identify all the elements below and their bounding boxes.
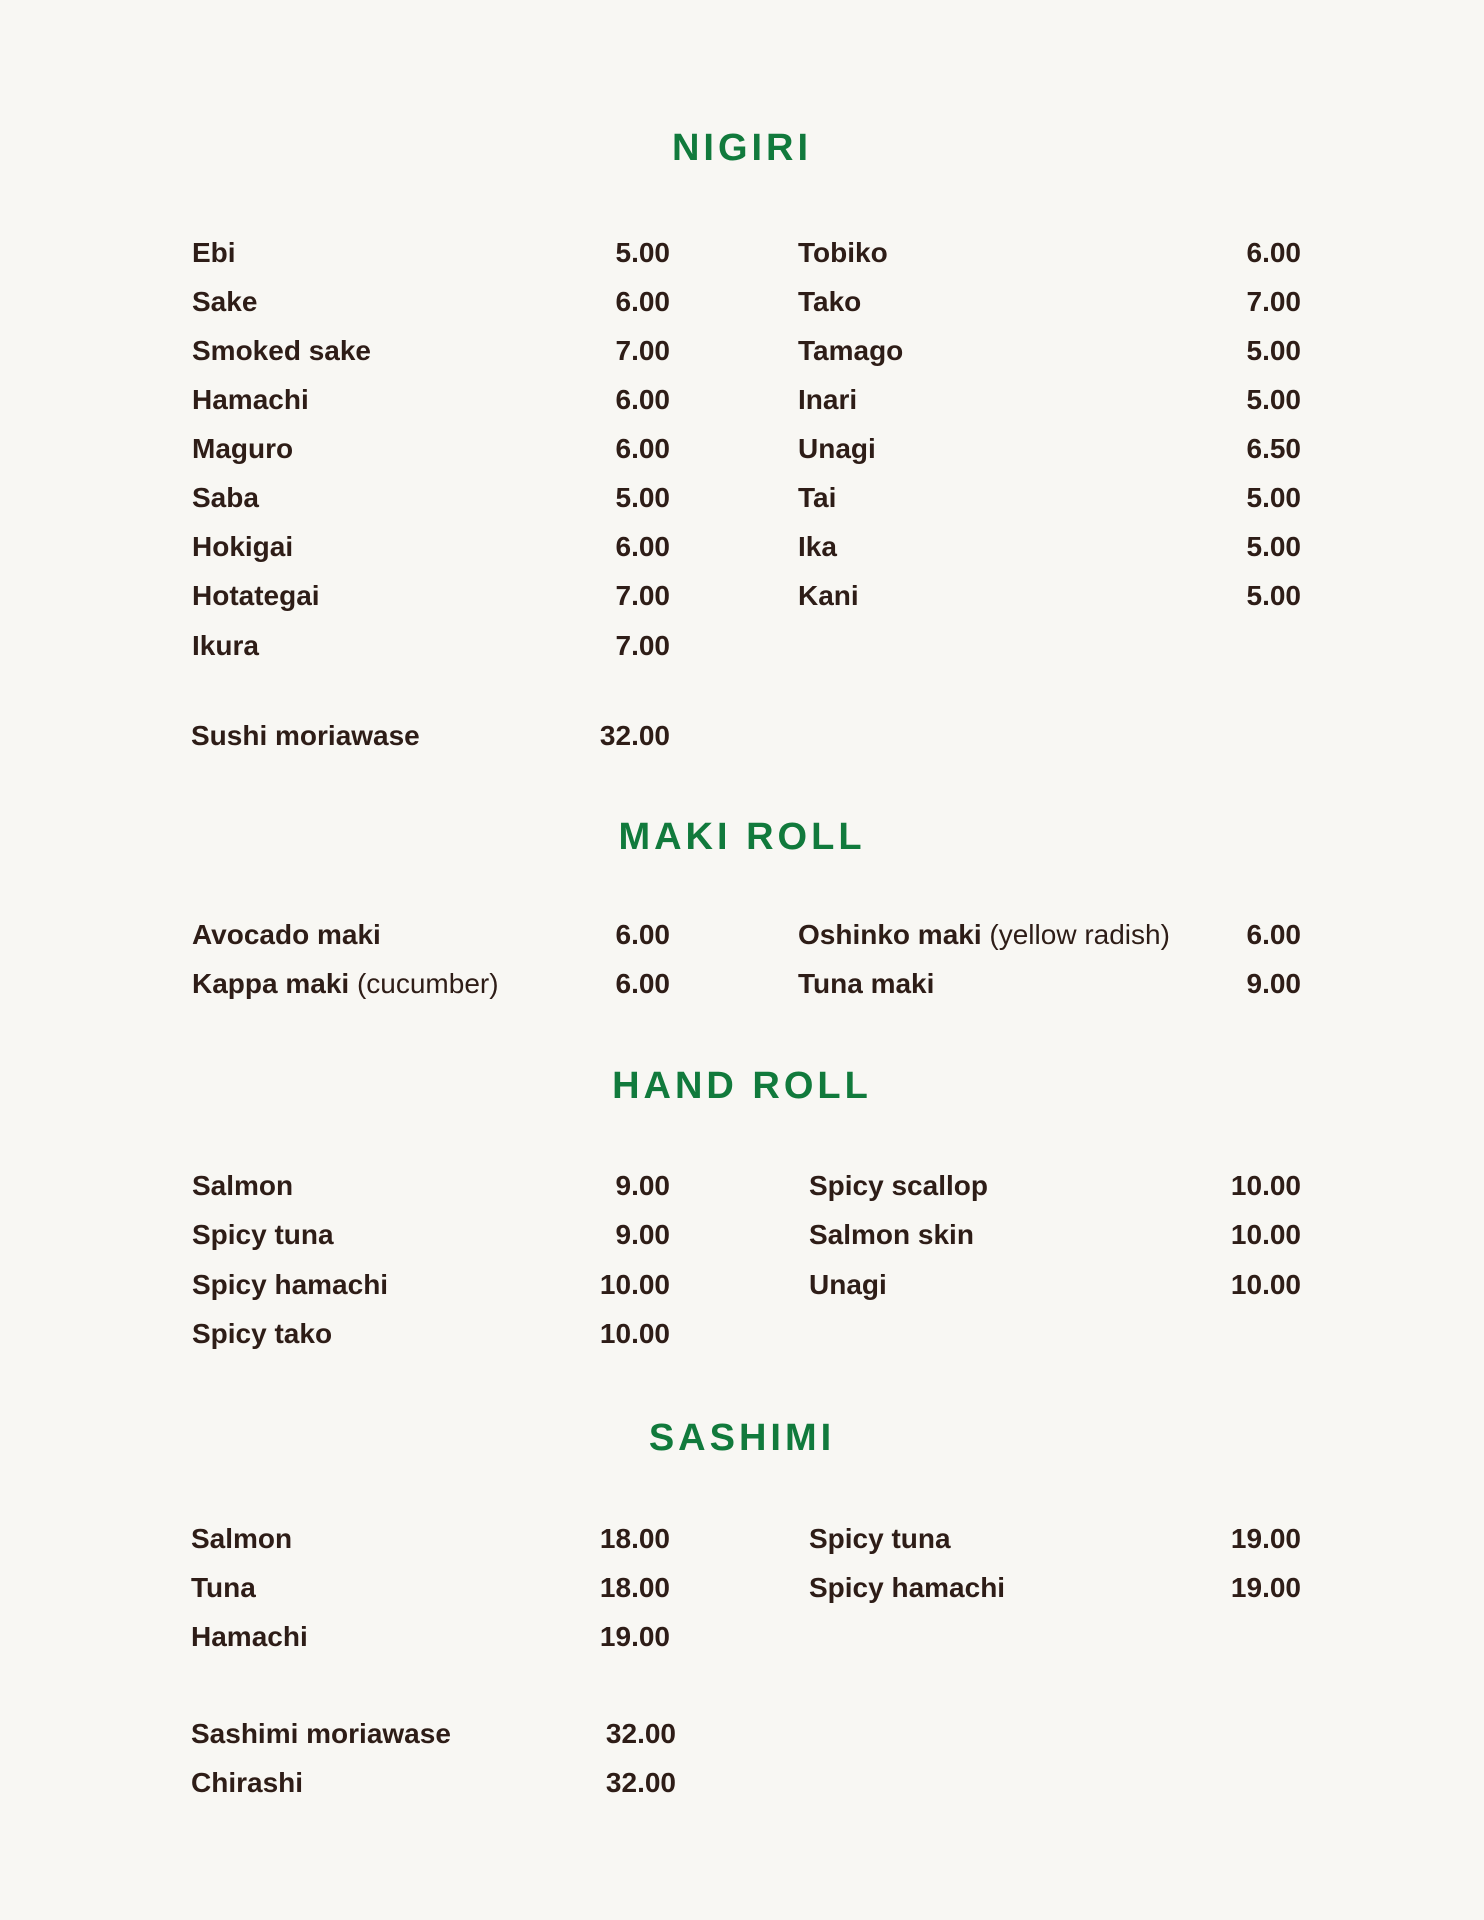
menu-item	[798, 429, 1301, 469]
item-name: Ebi	[192, 237, 236, 268]
item-price: 32.00	[605, 1718, 676, 1749]
item-price: 6.00	[615, 919, 670, 950]
item-price: 6.00	[615, 384, 670, 415]
item-price: 9.00	[1246, 968, 1301, 999]
menu-item	[192, 527, 670, 567]
item-price: 19.00	[1230, 1523, 1301, 1554]
menu-item	[798, 964, 1301, 1004]
item-name: Tuna	[191, 1572, 256, 1603]
item-name: Tuna maki	[798, 968, 935, 999]
item-price: 5.00	[1246, 384, 1301, 415]
item-price: 6.00	[615, 286, 670, 317]
menu-item	[798, 527, 1301, 567]
item-price: 6.00	[615, 433, 670, 464]
menu-item	[809, 1265, 1301, 1305]
item-name: Saba	[192, 482, 259, 513]
item-name: Kappa maki	[192, 968, 350, 999]
menu-item	[798, 282, 1301, 322]
menu-item	[798, 478, 1301, 518]
item-price: 6.00	[1246, 919, 1301, 950]
item-name: Unagi	[798, 433, 876, 464]
item-name: Tako	[798, 286, 862, 317]
item-name: Hokigai	[192, 531, 294, 562]
menu-item	[192, 1265, 670, 1305]
section-title-maki-roll: MAKI ROLL	[618, 816, 866, 858]
item-name: Salmon	[191, 1523, 293, 1554]
item-name: Tai	[798, 482, 837, 513]
menu-item	[809, 1519, 1301, 1559]
item-name: Spicy hamachi	[809, 1572, 1006, 1603]
item-name: Hamachi	[192, 384, 309, 415]
menu-item	[798, 576, 1301, 616]
menu-item	[192, 282, 670, 322]
item-price: 19.00	[599, 1621, 670, 1652]
item-price: 5.00	[1246, 335, 1301, 366]
item-note: (yellow radish)	[989, 919, 1170, 950]
menu-item	[192, 1314, 670, 1354]
item-price: 5.00	[1246, 531, 1301, 562]
item-price: 7.00	[615, 335, 670, 366]
item-name: Spicy hamachi	[192, 1269, 389, 1300]
item-name: Spicy tuna	[192, 1219, 334, 1250]
item-name: Unagi	[809, 1269, 887, 1300]
item-name: Sushi moriawase	[191, 720, 420, 751]
section-title-nigiri: NIGIRI	[671, 127, 813, 169]
item-price: 6.00	[1246, 237, 1301, 268]
item-name: Salmon	[192, 1170, 294, 1201]
item-price: 7.00	[615, 630, 670, 661]
menu-item	[798, 915, 1301, 955]
menu-item	[192, 478, 670, 518]
item-price: 5.00	[1246, 482, 1301, 513]
menu-item	[191, 1568, 670, 1608]
item-price: 7.00	[1246, 286, 1301, 317]
item-name: Sashimi moriawase	[191, 1718, 451, 1749]
menu-item	[798, 233, 1301, 273]
item-price: 9.00	[615, 1219, 670, 1250]
menu-item	[192, 915, 670, 955]
item-price: 32.00	[605, 1767, 676, 1798]
menu-item	[192, 1215, 670, 1255]
item-price: 18.00	[599, 1572, 670, 1603]
item-price: 18.00	[599, 1523, 670, 1554]
item-price: 7.00	[615, 580, 670, 611]
item-name: Kani	[798, 580, 859, 611]
item-name: Tobiko	[798, 237, 888, 268]
item-name: Hotategai	[192, 580, 320, 611]
item-price: 19.00	[1230, 1572, 1301, 1603]
menu-item	[798, 380, 1301, 420]
item-price: 5.00	[615, 237, 670, 268]
item-price: 10.00	[1230, 1219, 1301, 1250]
menu-item	[192, 331, 670, 371]
item-price: 6.50	[1246, 433, 1301, 464]
section-title-hand-roll: HAND ROLL	[612, 1065, 872, 1107]
menu-item	[809, 1568, 1301, 1608]
item-name: Salmon skin	[809, 1219, 974, 1250]
menu-item	[809, 1215, 1301, 1255]
item-name: Spicy tako	[192, 1318, 333, 1349]
item-price: 32.00	[599, 720, 670, 751]
item-name: Hamachi	[191, 1621, 308, 1652]
menu-item	[798, 331, 1301, 371]
menu-item-special	[191, 716, 670, 756]
item-price: 6.00	[615, 531, 670, 562]
item-name: Chirashi	[191, 1767, 304, 1798]
menu-item-special	[191, 1714, 676, 1754]
item-name: Ika	[798, 531, 837, 562]
menu-item	[192, 1166, 670, 1206]
item-price: 5.00	[1246, 580, 1301, 611]
menu-item	[192, 429, 670, 469]
item-note: (cucumber)	[356, 968, 499, 999]
item-price: 9.00	[615, 1170, 670, 1201]
item-name: Ikura	[192, 630, 259, 661]
menu-item	[192, 626, 670, 666]
item-name: Avocado maki	[192, 919, 381, 950]
menu-item	[191, 1519, 670, 1559]
menu-item	[192, 233, 670, 273]
menu-item	[191, 1617, 670, 1657]
menu-item	[192, 576, 670, 616]
item-price: 10.00	[1230, 1170, 1301, 1201]
item-name: Sake	[192, 286, 258, 317]
item-name: Smoked sake	[192, 335, 371, 366]
item-price: 6.00	[615, 968, 670, 999]
item-name: Oshinko maki	[798, 919, 982, 950]
item-price: 5.00	[615, 482, 670, 513]
item-name: Spicy scallop	[809, 1170, 988, 1201]
menu-item	[192, 380, 670, 420]
item-name: Tamago	[798, 335, 904, 366]
section-title-sashimi: SASHIMI	[648, 1417, 836, 1459]
item-price: 10.00	[599, 1318, 670, 1349]
menu-item-special	[191, 1763, 676, 1803]
item-name: Maguro	[192, 433, 294, 464]
item-price: 10.00	[1230, 1269, 1301, 1300]
item-name: Inari	[798, 384, 858, 415]
item-price: 10.00	[599, 1269, 670, 1300]
menu-item	[809, 1166, 1301, 1206]
item-name: Spicy tuna	[809, 1523, 951, 1554]
menu-item	[192, 964, 670, 1004]
